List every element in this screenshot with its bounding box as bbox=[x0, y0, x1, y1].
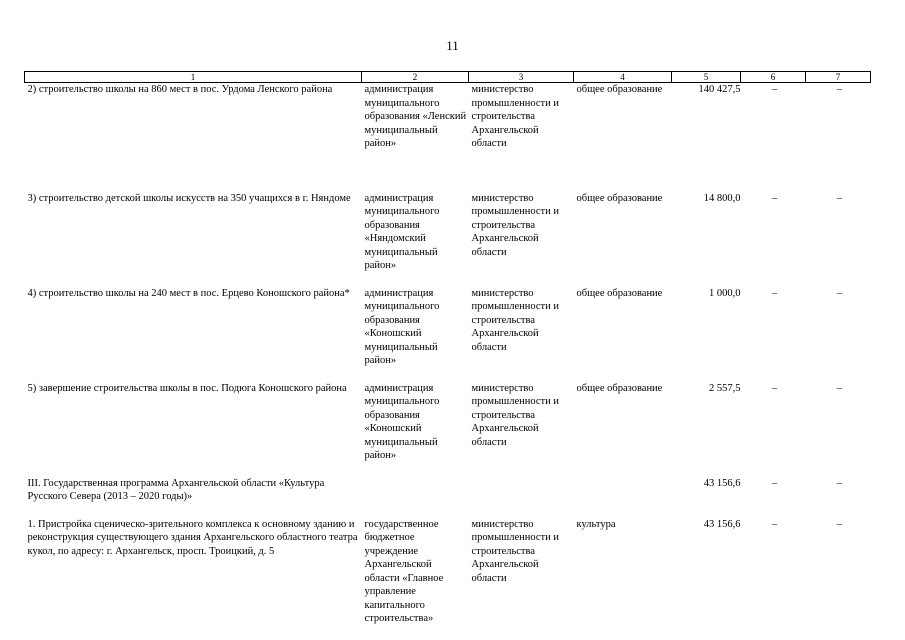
object-name-cell: 2) строительство школы на 860 мест в пос. Урдома Ленского района bbox=[27, 84, 333, 95]
col6-cell: – bbox=[771, 382, 778, 394]
col6-cell: – bbox=[771, 84, 778, 95]
col7-cell: – bbox=[836, 518, 843, 530]
col7-cell: – bbox=[836, 287, 843, 299]
program-title-cell: III. Государственная программа Архангельской области «Культура Русского Севера (2013 – 2020 годы)» bbox=[27, 477, 325, 502]
object-name-cell: 1. Пристройка сценическо-зрительного комплекса к основному зданию и реконструкция существующего здания Архангельского областного театра кукол, по адресу: г. Архангельск, просп. Троицкий, д. 5 bbox=[27, 518, 358, 557]
responsible-cell: министерство промышленности и строительства Архангельской области bbox=[471, 84, 559, 149]
responsible-cell: министерство промышленности и строительства Архангельской области bbox=[471, 192, 559, 258]
object-name-cell: 3) строительство детской школы искусств на 350 учащихся в г. Няндоме bbox=[27, 192, 351, 204]
responsible-cell: министерство промышленности и строительства Архангельской области bbox=[471, 518, 559, 584]
col6-cell: – bbox=[771, 518, 778, 530]
customer-cell: администрация муниципального образования «Ленский муниципальный район» bbox=[364, 84, 467, 149]
column-header-4: 4 bbox=[574, 72, 672, 83]
sector-cell bbox=[574, 477, 672, 518]
column-header-1: 1 bbox=[25, 72, 362, 83]
sector-cell: общее образование bbox=[576, 84, 663, 95]
program-table bbox=[24, 71, 871, 638]
amount-cell: 43 156,6 bbox=[703, 518, 741, 530]
amount-cell: 140 427,5 bbox=[698, 84, 741, 95]
col7-cell: – bbox=[836, 192, 843, 204]
amount-cell: 2 557,5 bbox=[709, 382, 741, 394]
customer-cell: администрация муниципального образования «Няндомский муниципальный район» bbox=[364, 192, 440, 271]
col7-cell: – bbox=[836, 477, 843, 489]
table-row bbox=[25, 382, 871, 477]
sector-cell: общее образование bbox=[576, 192, 663, 204]
page-number: 11 bbox=[446, 38, 459, 53]
col7-cell: – bbox=[836, 84, 843, 95]
customer-cell bbox=[362, 477, 469, 518]
table-row bbox=[25, 192, 871, 287]
table-row bbox=[25, 518, 871, 638]
amount-cell: 1 000,0 bbox=[709, 287, 741, 299]
responsible-cell: министерство промышленности и строительства Архангельской области bbox=[471, 382, 559, 448]
column-number-header-row bbox=[25, 72, 871, 83]
customer-cell: государственное бюджетное учреждение Архангельской области «Главное управление капитального строительства» bbox=[364, 518, 444, 624]
sector-cell: общее образование bbox=[576, 382, 663, 394]
program-row bbox=[25, 477, 871, 518]
responsible-cell bbox=[469, 477, 574, 518]
column-header-6: 6 bbox=[741, 72, 806, 83]
col6-cell: – bbox=[771, 192, 778, 204]
responsible-cell: министерство промышленности и строительства Архангельской области bbox=[471, 287, 559, 353]
column-header-3: 3 bbox=[469, 72, 574, 83]
table-row bbox=[25, 287, 871, 382]
sector-cell: общее образование bbox=[576, 287, 663, 299]
col6-cell: – bbox=[771, 287, 778, 299]
column-header-2: 2 bbox=[362, 72, 469, 83]
amount-cell: 43 156,6 bbox=[703, 477, 741, 489]
amount-cell: 14 800,0 bbox=[703, 192, 741, 204]
sector-cell: культура bbox=[576, 518, 616, 530]
customer-cell: администрация муниципального образования «Коношский муниципальный район» bbox=[364, 287, 440, 366]
column-header-5: 5 bbox=[672, 72, 741, 83]
object-name-cell: 4) строительство школы на 240 мест в пос. Ерцево Коношского района* bbox=[27, 287, 350, 299]
col6-cell: – bbox=[771, 477, 778, 489]
col7-cell: – bbox=[836, 382, 843, 394]
table-row bbox=[25, 83, 871, 192]
object-name-cell: 5) завершение строительства школы в пос. Подюга Коношского района bbox=[27, 382, 347, 394]
column-header-7: 7 bbox=[806, 72, 871, 83]
customer-cell: администрация муниципального образования «Коношский муниципальный район» bbox=[364, 382, 440, 461]
